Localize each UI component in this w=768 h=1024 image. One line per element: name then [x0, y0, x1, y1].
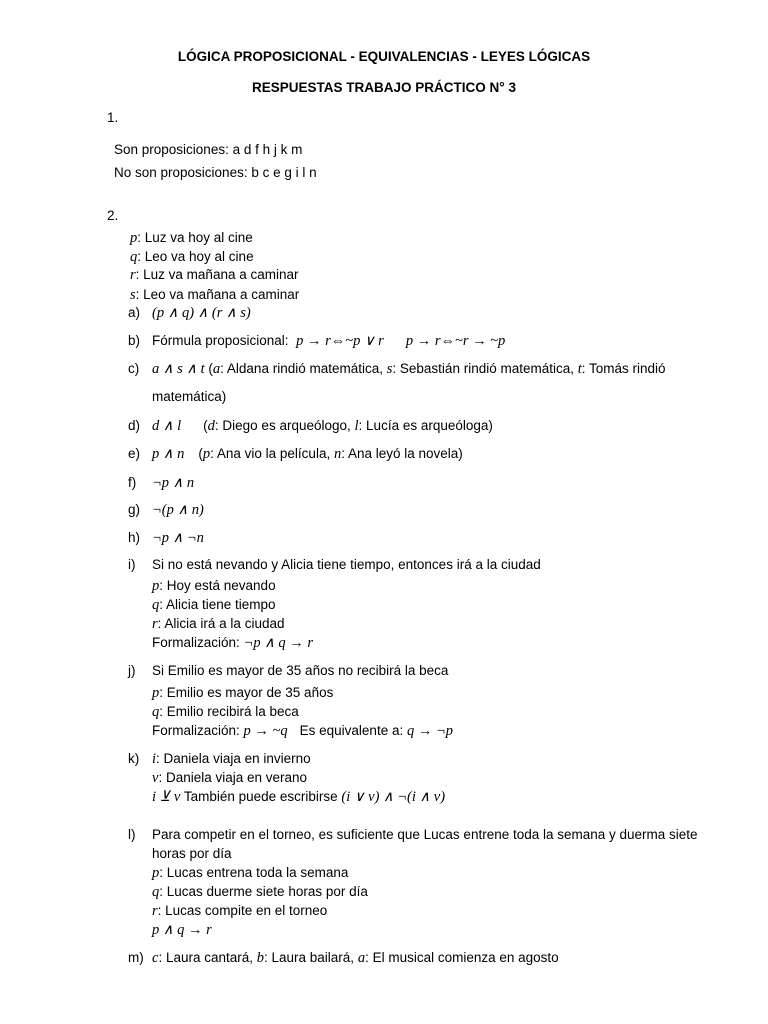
item-d-content: d ∧ l (d: Diego es arqueólogo, l: Lucía es arqueóloga): [152, 418, 493, 434]
item-l-formula: p ∧ q → r: [152, 922, 212, 938]
item-a-formula: (p ∧ q) ∧ (r ∧ s): [152, 305, 251, 321]
item-k-var-v: v: Daniela viaja en verano: [152, 770, 308, 786]
item-i-label: i): [128, 557, 136, 572]
doc-title: LÓGICA PROPOSICIONAL - EQUIVALENCIAS - LEYES LÓGICAS: [177, 49, 591, 64]
item-j-formalization: Formalización: p → ~q Es equivalente a: q → ¬p: [152, 723, 454, 739]
item-k-formula: i ⊻ v También puede escribirse (i ∨ v) ∧ ¬(i ∧ v): [152, 789, 446, 805]
item-b-text: Fórmula proposicional: p → r⇔~p ∨ r p → r⇔~r → ~p: [152, 333, 506, 349]
item-m-content: c: Laura cantará, b: Laura bailará, a: El musical comienza en agosto: [152, 950, 559, 966]
ex2-var-r: r: Luz va mañana a caminar: [130, 267, 299, 283]
item-d-label: d): [128, 418, 141, 433]
item-c-label: c): [128, 361, 140, 376]
item-i-var-r: r: Alicia irá a la ciudad: [152, 616, 285, 632]
item-c-line2: matemática): [152, 389, 227, 404]
item-l-var-p: p: Lucas entrena toda la semana: [152, 865, 349, 881]
item-k-label: k): [128, 751, 140, 766]
item-l-text-line2: horas por día: [152, 846, 232, 861]
item-k-var-i: i: Daniela viaja en invierno: [152, 751, 311, 767]
ex2-var-s: s: Leo va mañana a caminar: [130, 287, 300, 303]
ex1-propositions: Son proposiciones: a d f h j k m: [114, 142, 303, 157]
item-g-label: g): [128, 502, 141, 517]
ex2-var-q: q: Leo va hoy al cine: [130, 249, 254, 265]
item-i-var-p: p: Hoy está nevando: [152, 578, 276, 594]
item-g-formula: ¬(p ∧ n): [152, 502, 204, 518]
item-a-label: a): [128, 305, 141, 320]
item-h-label: h): [128, 530, 141, 545]
ex1-number: 1.: [107, 110, 119, 125]
item-l-var-r: r: Lucas compite en el torneo: [152, 903, 328, 919]
item-j-var-q: q: Emilio recibirá la beca: [152, 704, 299, 720]
item-h-formula: ¬p ∧ ¬n: [152, 530, 204, 546]
item-l-var-q: q: Lucas duerme siete horas por día: [152, 884, 368, 900]
item-f-formula: ¬p ∧ n: [152, 475, 195, 491]
item-m-label: m): [128, 950, 144, 965]
ex2-var-p: p: Luz va hoy al cine: [130, 230, 253, 246]
item-i-var-q: q: Alicia tiene tiempo: [152, 597, 276, 613]
item-e-label: e): [128, 446, 141, 461]
item-b-label: b): [128, 333, 141, 348]
doc-subtitle: RESPUESTAS TRABAJO PRÁCTICO N° 3: [252, 80, 516, 95]
item-i-text: Si no está nevando y Alicia tiene tiempo, entonces irá a la ciudad: [152, 557, 541, 572]
item-l-label: l): [128, 827, 136, 842]
item-e-content: p ∧ n (p: Ana vio la película, n: Ana leyó la novela): [152, 446, 463, 462]
ex1-non-propositions: No son proposiciones: b c e g i l n: [114, 165, 317, 180]
item-j-var-p: p: Emilio es mayor de 35 años: [152, 685, 334, 701]
item-c-line1: a ∧ s ∧ t (a: Aldana rindió matemática, s: Sebastián rindió matemática, t: Tomás rindió: [152, 361, 666, 377]
item-i-formalization: Formalización: ¬p ∧ q → r: [152, 635, 314, 651]
item-l-text-line1: Para competir en el torneo, es suficiente que Lucas entrene toda la semana y duerma siete: [152, 827, 698, 842]
ex2-number: 2.: [107, 208, 119, 223]
item-j-text: Si Emilio es mayor de 35 años no recibirá la beca: [152, 663, 449, 678]
item-f-label: f): [128, 475, 137, 490]
item-j-label: j): [128, 663, 136, 678]
